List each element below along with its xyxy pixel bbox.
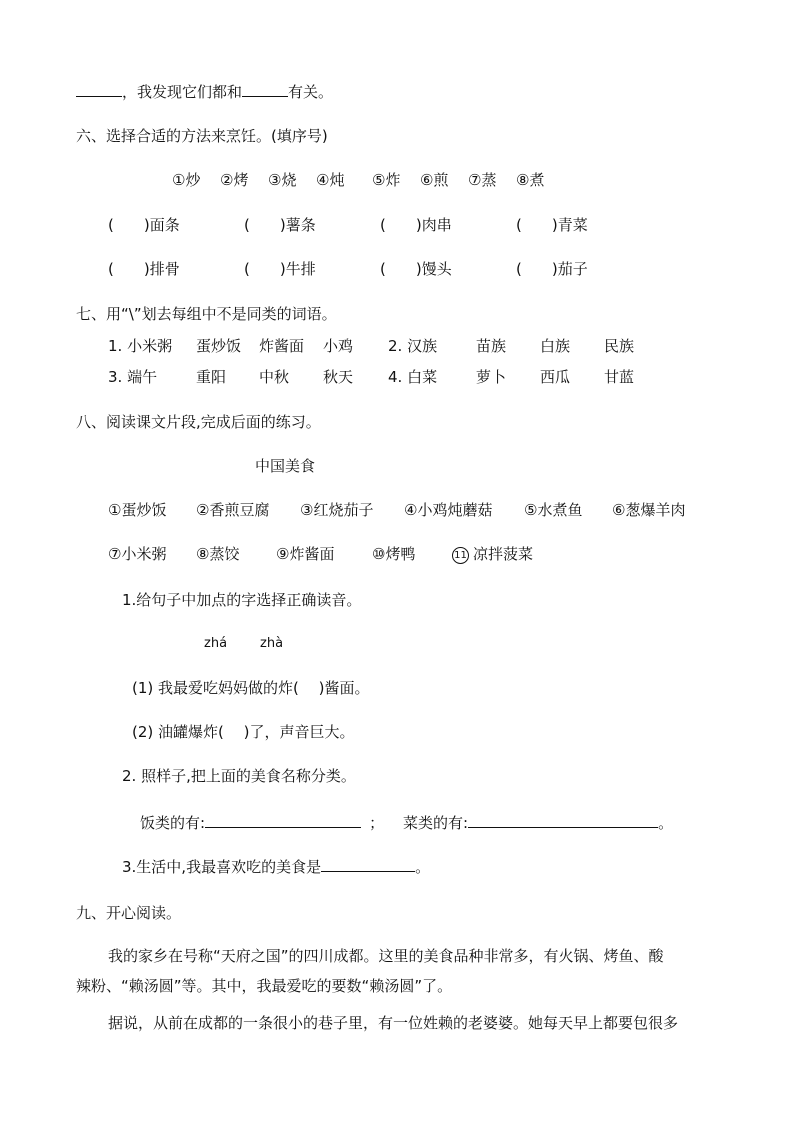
word-item[interactable]: 萝卜	[476, 368, 507, 386]
food-fill-item[interactable]: ( )肉串	[380, 216, 452, 234]
question-1-2[interactable]: (2) 油罐爆炸( )了，声音巨大。	[132, 723, 355, 741]
top-line-middle: ，我发现它们都和	[122, 83, 243, 101]
favorite-food-blank[interactable]	[321, 857, 415, 872]
food-name-text: 凉拌菠菜	[473, 545, 534, 563]
food-name: ②香煎豆腐	[196, 501, 270, 519]
section8-title: 八、阅读课文片段,完成后面的练习。	[76, 413, 321, 431]
answer-blank[interactable]	[242, 82, 288, 97]
word-item[interactable]: 4. 白菜	[388, 368, 438, 386]
food-name: ⑧蒸饺	[196, 545, 240, 563]
food-name: ⑨炸酱面	[276, 545, 335, 563]
food-fill-item[interactable]: ( )青菜	[516, 216, 588, 234]
word-item[interactable]: 甘蓝	[604, 368, 635, 386]
method-item: ⑥煎	[420, 171, 449, 189]
word-item[interactable]: 小鸡	[323, 337, 354, 355]
question-1-1[interactable]: (1) 我最爱吃妈妈做的炸( )酱面。	[132, 679, 370, 697]
method-item: ④炖	[316, 171, 345, 189]
question-3	[122, 857, 430, 877]
word-item[interactable]: 民族	[604, 337, 635, 355]
period: 。	[415, 858, 431, 876]
top-line-end: 有关。	[288, 83, 334, 101]
question-3-text: 3.生活中,我最喜欢吃的美食是	[122, 858, 322, 876]
word-item[interactable]: 白族	[540, 337, 571, 355]
food-fill-item[interactable]: ( )茄子	[516, 260, 588, 278]
period: 。	[658, 814, 674, 832]
pinyin-option[interactable]: zhà	[260, 636, 284, 651]
method-item: ⑧煮	[516, 171, 545, 189]
word-item[interactable]: 秋天	[323, 368, 354, 386]
food-fill-item[interactable]: ( )面条	[108, 216, 180, 234]
word-item[interactable]: 炸酱面	[259, 337, 305, 355]
method-item: ②烤	[220, 171, 249, 189]
food-fill-item[interactable]: ( )排骨	[108, 260, 180, 278]
dish-category-line	[403, 813, 673, 833]
section9-title: 九、开心阅读。	[76, 904, 182, 922]
word-item[interactable]: 苗族	[476, 337, 507, 355]
circled-number-11: 11	[452, 547, 469, 564]
separator: ；	[369, 814, 385, 832]
word-item[interactable]: 中秋	[259, 368, 290, 386]
rice-answer-blank[interactable]	[205, 813, 361, 828]
word-item[interactable]: 2. 汉族	[388, 337, 438, 355]
reading-paragraph-2-line-1: 据说，从前在成都的一条很小的巷子里，有一位姓赖的老婆婆。她每天早上都要包很多	[108, 1014, 679, 1032]
word-item[interactable]: 3. 端午	[108, 368, 158, 386]
reading-paragraph-1-line-1: 我的家乡在号称“天府之国”的四川成都。这里的美食品种非常多，有火锅、烤鱼、酸	[108, 947, 664, 965]
rice-label: 饭类的有:	[140, 814, 206, 832]
reading-paragraph-1-line-2: 辣粉、“赖汤圆”等。其中，我最爱吃的要数“赖汤圆”了。	[76, 977, 453, 995]
method-item: ⑦蒸	[468, 171, 497, 189]
food-name: ⑦小米粥	[108, 545, 167, 563]
food-name	[452, 544, 533, 564]
question-1: 1.给句子中加点的字选择正确读音。	[122, 591, 362, 609]
food-name: ①蛋炒饭	[108, 501, 167, 519]
word-item[interactable]: 重阳	[196, 368, 227, 386]
word-item[interactable]: 西瓜	[540, 368, 571, 386]
dish-label: 菜类的有:	[403, 814, 469, 832]
food-fill-item[interactable]: ( )牛排	[244, 260, 316, 278]
section7-title: 七、用“\”划去每组中不是同类的词语。	[76, 305, 337, 323]
method-item: ①炒	[172, 171, 201, 189]
food-name: ⑤水煮鱼	[524, 501, 583, 519]
food-name: ⑥葱爆羊肉	[612, 501, 686, 519]
section6-title: 六、选择合适的方法来烹饪。(填序号)	[76, 127, 328, 145]
food-name: ⑩烤鸭	[372, 545, 416, 563]
method-item: ③烧	[268, 171, 297, 189]
passage-title: 中国美食	[255, 457, 316, 475]
dish-answer-blank[interactable]	[468, 813, 658, 828]
word-item[interactable]: 1. 小米粥	[108, 337, 173, 355]
food-fill-item[interactable]: ( )薯条	[244, 216, 316, 234]
food-name: ③红烧茄子	[300, 501, 374, 519]
pinyin-option[interactable]: zhá	[204, 636, 228, 651]
food-name: ④小鸡炖蘑菇	[404, 501, 493, 519]
word-item[interactable]: 蛋炒饭	[196, 337, 242, 355]
method-item: ⑤炸	[372, 171, 401, 189]
food-fill-item[interactable]: ( )馒头	[380, 260, 452, 278]
question-2: 2. 照样子,把上面的美食名称分类。	[122, 767, 356, 785]
rice-category-line	[140, 813, 384, 833]
answer-blank[interactable]	[76, 82, 122, 97]
top-fill-line	[76, 82, 333, 102]
